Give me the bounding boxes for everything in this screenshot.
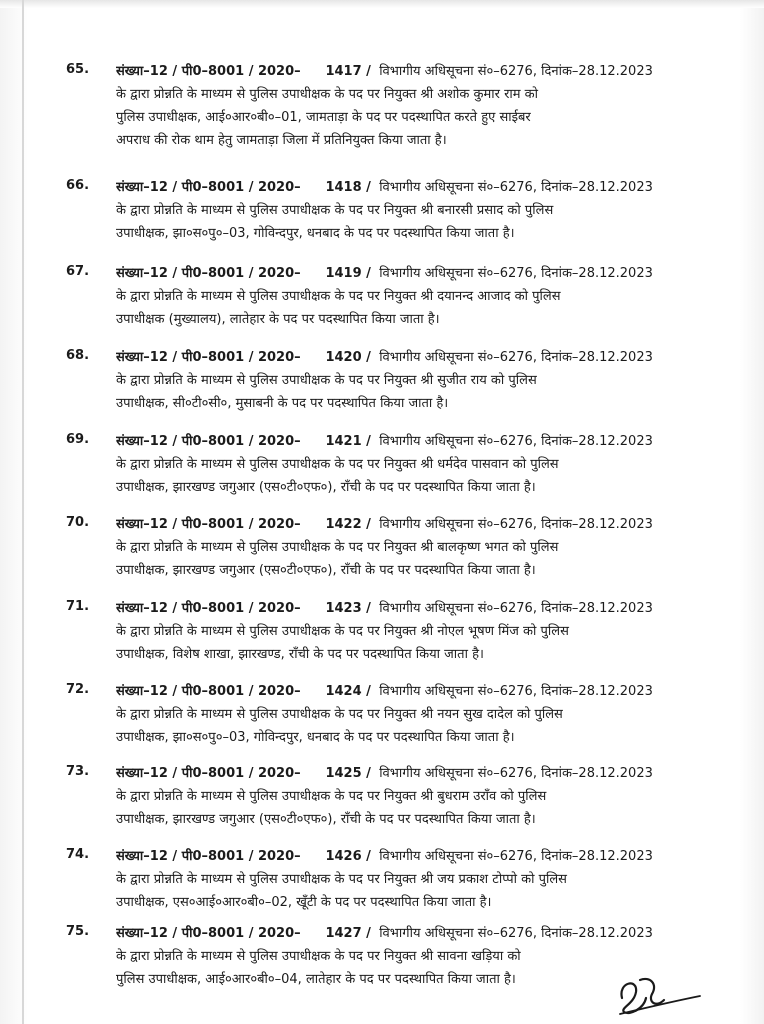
entry-text	[116, 60, 676, 152]
notification-reference: विभागीय अधिसूचना सं०–6276, दिनांक–28.12.2023	[379, 601, 653, 616]
entry-heading-line	[116, 845, 676, 868]
page-left-edge	[22, 0, 24, 1024]
entry-number: 65.	[66, 62, 90, 77]
entry-heading-line	[116, 513, 676, 536]
handwritten-signature	[600, 968, 710, 1018]
order-number: 1427 /	[325, 926, 371, 941]
entry-body-line: उपाधीक्षक (मुख्यालय), लातेहार के पद पर पदस्थापित किया जाता है।	[116, 312, 440, 327]
order-number: 1419 /	[325, 266, 371, 281]
order-number: 1426 /	[325, 849, 371, 864]
entry-body-line: के द्वारा प्रोन्नति के माध्यम से पुलिस उपाधीक्षक के पद पर नियुक्त श्री सावना खड़िया को	[116, 949, 521, 964]
order-number: 1424 /	[325, 684, 371, 699]
entry-number: 67.	[66, 264, 90, 279]
entry-text	[116, 762, 676, 831]
entry-heading-line	[116, 176, 676, 199]
entry-body-line: उपाधीक्षक, एस०आई०आर०बी०–02, खूँटी के पद पर पदस्थापित किया जाता है।	[116, 895, 492, 910]
order-number: 1418 /	[325, 180, 371, 195]
entry-number: 74.	[66, 847, 90, 862]
entry-heading-line	[116, 597, 676, 620]
reference-number: संख्या–12 / पी0–8001 / 2020–	[116, 180, 301, 195]
entry-body-line: के द्वारा प्रोन्नति के माध्यम से पुलिस उपाधीक्षक के पद पर नियुक्त श्री दयानन्द आजाद को पुलिस	[116, 289, 561, 304]
entry-text	[116, 845, 676, 914]
entry-body-line: के द्वारा प्रोन्नति के माध्यम से पुलिस उपाधीक्षक के पद पर नियुक्त श्री बालकृष्ण भगत को पुलिस	[116, 540, 559, 555]
entry-number: 73.	[66, 764, 90, 779]
scan-top-edge	[0, 0, 764, 8]
reference-number: संख्या–12 / पी0–8001 / 2020–	[116, 266, 301, 281]
entry-number: 69.	[66, 432, 90, 447]
order-number: 1423 /	[325, 601, 371, 616]
reference-number: संख्या–12 / पी0–8001 / 2020–	[116, 350, 301, 365]
entry-text	[116, 597, 676, 666]
reference-number: संख्या–12 / पी0–8001 / 2020–	[116, 434, 301, 449]
notification-reference: विभागीय अधिसूचना सं०–6276, दिनांक–28.12.2023	[379, 434, 653, 449]
entry-body-line: उपाधीक्षक, विशेष शाखा, झारखण्ड, राँची के पद पर पदस्थापित किया जाता है।	[116, 647, 484, 662]
entry-heading-line	[116, 680, 676, 703]
notification-reference: विभागीय अधिसूचना सं०–6276, दिनांक–28.12.2023	[379, 64, 653, 79]
entry-body-line: के द्वारा प्रोन्नति के माध्यम से पुलिस उपाधीक्षक के पद पर नियुक्त श्री नोएल भूषण मिंज को पुलिस	[116, 624, 569, 639]
notification-reference: विभागीय अधिसूचना सं०–6276, दिनांक–28.12.2023	[379, 266, 653, 281]
entry-body-line: उपाधीक्षक, झा०स०पु०–03, गोविन्दपुर, धनबाद के पद पर पदस्थापित किया जाता है।	[116, 730, 515, 745]
entry-text	[116, 513, 676, 582]
entry-number: 72.	[66, 682, 90, 697]
order-number: 1425 /	[325, 766, 371, 781]
reference-number: संख्या–12 / पी0–8001 / 2020–	[116, 601, 301, 616]
entry-body-line: के द्वारा प्रोन्नति के माध्यम से पुलिस उपाधीक्षक के पद पर नियुक्त श्री नयन सुख दादेल को पुलिस	[116, 707, 563, 722]
entry-body-line: के द्वारा प्रोन्नति के माध्यम से पुलिस उपाधीक्षक के पद पर नियुक्त श्री बनारसी प्रसाद को पुलिस	[116, 203, 554, 218]
entry-number: 70.	[66, 515, 90, 530]
entry-number: 71.	[66, 599, 90, 614]
notification-reference: विभागीय अधिसूचना सं०–6276, दिनांक–28.12.2023	[379, 350, 653, 365]
entry-text	[116, 176, 676, 245]
reference-number: संख्या–12 / पी0–8001 / 2020–	[116, 766, 301, 781]
reference-number: संख्या–12 / पी0–8001 / 2020–	[116, 684, 301, 699]
entry-number: 68.	[66, 348, 90, 363]
order-number: 1422 /	[325, 517, 371, 532]
order-number: 1420 /	[325, 350, 371, 365]
entry-body-line: उपाधीक्षक, झा०स०पु०–03, गोविन्दपुर, धनबाद के पद पर पदस्थापित किया जाता है।	[116, 226, 515, 241]
notification-reference: विभागीय अधिसूचना सं०–6276, दिनांक–28.12.2023	[379, 766, 653, 781]
entry-heading-line	[116, 60, 676, 83]
entry-heading-line	[116, 922, 676, 945]
entry-body-line: उपाधीक्षक, झारखण्ड जगुआर (एस०टी०एफ०), राँची के पद पर पदस्थापित किया जाता है।	[116, 812, 536, 827]
entry-body-line: के द्वारा प्रोन्नति के माध्यम से पुलिस उपाधीक्षक के पद पर नियुक्त श्री धर्मदेव पासवान को पुलिस	[116, 457, 559, 472]
entry-body-line: पुलिस उपाधीक्षक, आई०आर०बी०–01, जामताड़ा के पद पर पदस्थापित करते हुए साईबर	[116, 110, 531, 125]
entry-text	[116, 922, 676, 991]
entry-text	[116, 346, 676, 415]
entry-body-line: के द्वारा प्रोन्नति के माध्यम से पुलिस उपाधीक्षक के पद पर नियुक्त श्री अशोक कुमार राम को	[116, 87, 539, 102]
order-number: 1421 /	[325, 434, 371, 449]
notification-reference: विभागीय अधिसूचना सं०–6276, दिनांक–28.12.2023	[379, 849, 653, 864]
entry-body-line: उपाधीक्षक, सी०टी०सी०, मुसाबनी के पद पर पदस्थापित किया जाता है।	[116, 396, 449, 411]
entry-body-line: के द्वारा प्रोन्नति के माध्यम से पुलिस उपाधीक्षक के पद पर नियुक्त श्री बुधराम उराँव को पुलिस	[116, 789, 547, 804]
reference-number: संख्या–12 / पी0–8001 / 2020–	[116, 849, 301, 864]
entry-heading-line	[116, 346, 676, 369]
order-number: 1417 /	[325, 64, 371, 79]
entry-body-line: उपाधीक्षक, झारखण्ड जगुआर (एस०टी०एफ०), राँची के पद पर पदस्थापित किया जाता है।	[116, 563, 536, 578]
entry-body-line: उपाधीक्षक, झारखण्ड जगुआर (एस०टी०एफ०), राँची के पद पर पदस्थापित किया जाता है।	[116, 480, 536, 495]
notification-reference: विभागीय अधिसूचना सं०–6276, दिनांक–28.12.2023	[379, 180, 653, 195]
entry-number: 75.	[66, 924, 90, 939]
entry-text	[116, 430, 676, 499]
entry-number: 66.	[66, 178, 90, 193]
entry-body-line: के द्वारा प्रोन्नति के माध्यम से पुलिस उपाधीक्षक के पद पर नियुक्त श्री जय प्रकाश टोप्पो को पुलिस	[116, 872, 567, 887]
notification-reference: विभागीय अधिसूचना सं०–6276, दिनांक–28.12.2023	[379, 684, 653, 699]
reference-number: संख्या–12 / पी0–8001 / 2020–	[116, 926, 301, 941]
entry-body-line: के द्वारा प्रोन्नति के माध्यम से पुलिस उपाधीक्षक के पद पर नियुक्त श्री सुजीत राय को पुलिस	[116, 373, 537, 388]
entry-body-line: पुलिस उपाधीक्षक, आई०आर०बी०–04, लातेहार के पद पर पदस्थापित किया जाता है।	[116, 972, 516, 987]
entry-text	[116, 680, 676, 749]
reference-number: संख्या–12 / पी0–8001 / 2020–	[116, 64, 301, 79]
entry-heading-line	[116, 262, 676, 285]
reference-number: संख्या–12 / पी0–8001 / 2020–	[116, 517, 301, 532]
entry-body-line: अपराध की रोक थाम हेतु जामताड़ा जिला में प्रतिनियुक्त किया जाता है।	[116, 133, 447, 148]
entry-heading-line	[116, 762, 676, 785]
entry-heading-line	[116, 430, 676, 453]
notification-reference: विभागीय अधिसूचना सं०–6276, दिनांक–28.12.2023	[379, 517, 653, 532]
entry-text	[116, 262, 676, 331]
notification-reference: विभागीय अधिसूचना सं०–6276, दिनांक–28.12.2023	[379, 926, 653, 941]
